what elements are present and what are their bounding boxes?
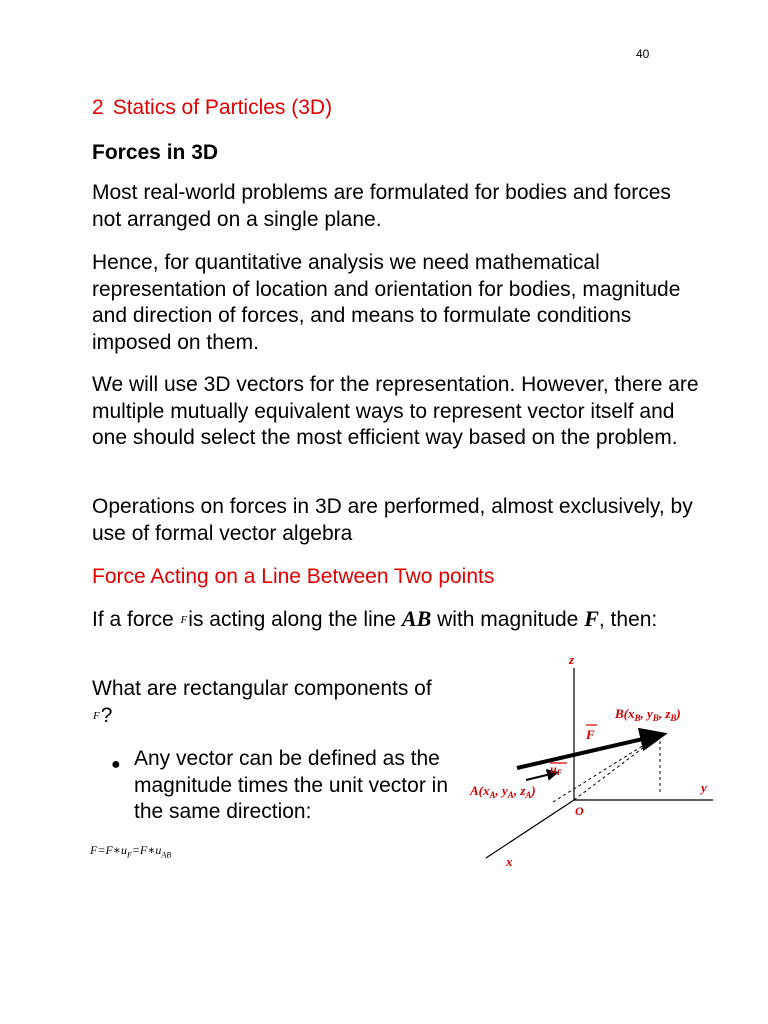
paragraph-3: We will use 3D vectors for the representation. However, there are multiple mutually equivalent ways to represent vector itself and one should select the most efficient way based on the problem.: [92, 373, 699, 449]
magnitude-symbol: F: [584, 606, 599, 631]
point-a-label: [469, 783, 536, 800]
dashed-ab-line: [553, 735, 660, 802]
point-b-sub3: B: [670, 713, 677, 723]
force-sentence-part3: with magnitude: [431, 608, 585, 631]
point-a-sub1: A: [489, 790, 496, 800]
paragraph-1: Most real-world problems are formulated for bodies and forces not arranged on a single plane.: [92, 181, 671, 231]
point-b-sub2: B: [652, 713, 659, 723]
formula-eq1: =F∗: [97, 843, 121, 857]
y-axis-label: y: [701, 780, 707, 795]
point-a-sub3: A: [525, 790, 532, 800]
formula-u1-sub: F: [126, 850, 132, 860]
force-vector-symbol: F: [180, 614, 188, 626]
force-vector-label: F: [586, 727, 595, 742]
formula-eq2: =F∗: [131, 843, 156, 857]
point-a-end: ): [531, 783, 536, 798]
unit-label-main: u: [550, 762, 557, 776]
question-part1: What are rectangular components of: [92, 677, 432, 700]
line-name: AB: [401, 606, 432, 631]
formula-u2-sub: AB: [161, 850, 172, 860]
point-a-sub2: A: [507, 790, 514, 800]
section-number: 2: [92, 96, 104, 119]
point-b-label: [614, 706, 681, 723]
bullet-marker: ●: [111, 756, 121, 773]
point-a-part3: , z: [513, 783, 526, 798]
paragraph-4: Operations on forces in 3D are performed, almost exclusively, by use of formal vector algebra: [92, 495, 693, 545]
question-symbol: F: [93, 709, 100, 722]
x-axis: [486, 800, 574, 858]
subheading: Forces in 3D: [92, 141, 219, 164]
unit-label-sub: F: [556, 768, 563, 777]
page-number: 40: [636, 47, 650, 61]
unit-vector-label: [550, 762, 563, 777]
formula-lhs: F: [90, 843, 98, 857]
x-axis-label: x: [506, 854, 513, 869]
point-b-part1: B(x: [615, 706, 635, 721]
formula-u2: u: [155, 843, 162, 857]
bullet-text: Any vector can be defined as the magnitude times the unit vector in the same direction:: [134, 747, 448, 823]
force-sentence-part1: If a force: [92, 608, 180, 631]
point-a-part2: , y: [495, 783, 508, 798]
point-a-part1: A(x: [470, 783, 490, 798]
origin-label: O: [575, 804, 584, 818]
point-b-sub1: B: [634, 713, 641, 723]
point-b-part2: , y: [640, 706, 653, 721]
paragraph-2: Hence, for quantitative analysis we need mathematical representation of location and orientation for bodies, magnitude and direction of forces, and means to formulate conditions imposed on them.: [92, 251, 681, 354]
force-sentence-part2: is acting along the line: [188, 608, 402, 631]
z-axis-label: z: [569, 652, 575, 667]
point-b-end: ): [676, 706, 681, 721]
force-line-heading: Force Acting on a Line Between Two points: [92, 565, 495, 588]
point-b-part3: , z: [658, 706, 671, 721]
formula-u1: u: [120, 843, 127, 857]
section-title-text: Statics of Particles (3D): [112, 96, 333, 119]
force-sentence-part4: , then:: [598, 608, 658, 631]
question-part2: ?: [100, 703, 113, 727]
